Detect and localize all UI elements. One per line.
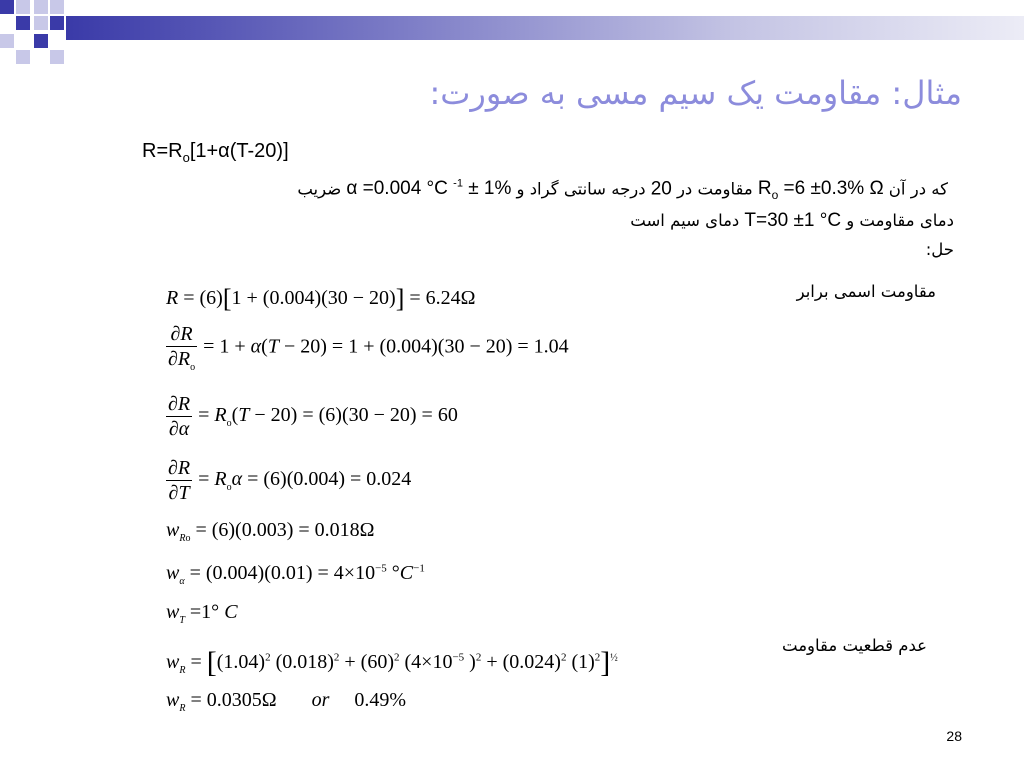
equation-nominal-resistance: R = (6)[1 + (0.004)(30 − 20)] = 6.24Ω — [166, 284, 476, 313]
intro-text: دمای سیم است — [630, 211, 740, 230]
intro-text: ضریب — [297, 179, 342, 199]
corner-square — [34, 16, 48, 30]
equation-w-T: $w_T =1^\circ$ C — [166, 601, 238, 626]
equation-dR-dT: $\frac{\partial R}{\partial T}$ = $R_o\alpha = (6)(0.004) = 0.024$ — [168, 457, 412, 504]
uncertainty-label: عدم قطعیت مقاومت — [782, 636, 927, 655]
resistance-value: $R_o =6 \pm 0.3\%$ Ω — [757, 178, 884, 203]
intro-line-1 — [297, 178, 948, 202]
page-number: 28 — [946, 728, 962, 744]
equation-w-R: $w_R = [(1.04)^2$ $(0.018)^2 + (60)^2$ ($4\times 10^{-5}$ )$^2 + (0.024)^2$ $(1)^2]^{\frac{1}{2}}$ — [166, 646, 618, 679]
intro-text: مقاومت در — [676, 179, 753, 199]
corner-square — [50, 0, 64, 14]
corner-square — [0, 0, 14, 14]
corner-square — [0, 34, 14, 48]
header-gradient-band — [66, 16, 1024, 40]
equation-w-Ro: $w_{Ro} = (6)(0.003) = 0.018\Omega$ — [166, 519, 375, 544]
corner-square — [50, 50, 64, 64]
corner-square — [34, 34, 48, 48]
equation-dR-dRo: $\frac{\partial R}{\partial R_o}$ = 1 + α(T − 20) = 1 + (0.004)(30 − 20) = 1.04 — [168, 323, 569, 373]
slide-title: مثال: مقاومت یک سیم مسی به صورت: — [429, 74, 962, 112]
intro-line-2 — [630, 210, 954, 232]
intro-text: دمای مقاومت و — [846, 211, 954, 230]
equation-w-alpha: $w_\alpha = (0.004)(0.01) = 4\times 10^{-5}$ $^\circ C^{-1}$ — [166, 562, 425, 587]
corner-square — [34, 0, 48, 14]
corner-square — [16, 50, 30, 64]
intro-text: که در آن — [888, 179, 948, 199]
equation-w-R-result: $w_R = 0.0305\Omega$ or 0.49% — [166, 689, 407, 714]
reference-temp: 20 — [650, 178, 672, 200]
alpha-value: α =0.004 °C $^{-1}$ ± 1% — [346, 178, 512, 200]
corner-square — [16, 0, 30, 14]
temperature-value: T=30 ±1 °C — [744, 210, 842, 231]
corner-square — [50, 16, 64, 30]
main-formula: $R=R_o[1+\alpha(T-20)]$ — [142, 140, 289, 165]
equation-dR-dalpha: $\frac{\partial R}{\partial\alpha}$ = $R_o(T - 20) = (6)(30 - 20) = 60$ — [168, 393, 458, 440]
nominal-label: مقاومت اسمی برابر — [796, 282, 936, 301]
intro-text: درجه سانتی گراد و — [516, 179, 646, 199]
solution-label: حل: — [925, 240, 954, 259]
corner-square — [16, 16, 30, 30]
